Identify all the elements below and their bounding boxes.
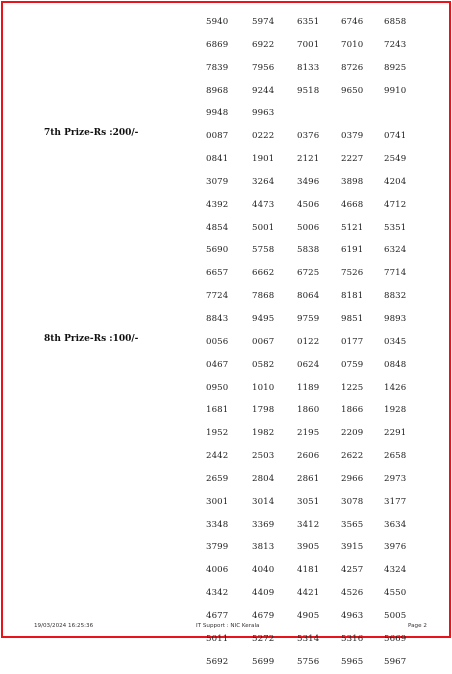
ticket-number: 8181 [341,291,364,302]
ticket-number: 9893 [384,313,407,324]
footer-timestamp: 19/03/2024 16:25:36 [34,623,94,629]
ticket-number: 4854 [206,222,229,233]
ticket-number: 5316 [341,633,364,644]
ticket-number: 4905 [297,610,320,621]
ticket-number: 1982 [252,428,275,439]
ticket-number: 6858 [384,17,407,27]
ticket-number: 4668 [341,199,364,210]
table-row [0,629,452,652]
ticket-number: 3177 [384,496,407,507]
ticket-number: 6869 [206,39,229,50]
ticket-number: 4181 [297,565,320,576]
prize-label: 8th Prize-Rs :100/- [44,333,139,344]
table-row [0,332,452,355]
ticket-number: 9495 [252,313,275,324]
ticket-number: 2121 [297,154,320,165]
ticket-number: 2503 [252,451,275,462]
ticket-number: 3976 [384,542,407,553]
ticket-number: 5940 [206,17,229,27]
ticket-number: 7243 [384,39,407,50]
ticket-number: 1681 [206,405,229,416]
table-row [0,492,452,515]
table-row [0,172,452,195]
ticket-number: 2973 [384,473,407,484]
table-row [0,103,452,126]
ticket-number: 7526 [341,268,364,279]
ticket-number: 3915 [341,542,364,553]
ticket-number: 4421 [297,588,320,599]
ticket-number: 8843 [206,313,229,324]
ticket-number: 3014 [252,496,275,507]
table-row [0,583,452,606]
ticket-number: 1189 [297,382,320,393]
ticket-number: 4006 [206,565,229,576]
ticket-number: 0345 [384,336,407,347]
ticket-number: 5011 [206,633,229,644]
ticket-number: 0848 [384,359,407,370]
ticket-number: 8133 [297,62,320,73]
ticket-number: 9948 [206,108,229,119]
ticket-number: 1928 [384,405,407,416]
ticket-number: 3412 [297,519,320,530]
ticket-number: 3905 [297,542,320,553]
ticket-number: 0379 [341,131,364,142]
ticket-number: 4204 [384,176,407,187]
ticket-number: 5758 [252,245,275,256]
ticket-number: 4526 [341,588,364,599]
ticket-number: 3813 [252,542,275,553]
ticket-number: 7868 [252,291,275,302]
ticket-number: 1798 [252,405,275,416]
ticket-number: 5351 [384,222,407,233]
ticket-number: 8064 [297,291,320,302]
ticket-number: 4040 [252,565,275,576]
ticket-number: 2442 [206,451,229,462]
ticket-number: 9910 [384,85,407,96]
ticket-number: 0056 [206,336,229,347]
ticket-number: 7956 [252,62,275,73]
ticket-number: 5690 [206,245,229,256]
results-table [0,12,452,674]
ticket-number: 8968 [206,85,229,96]
ticket-number: 9963 [252,108,275,119]
ticket-number: 3565 [341,519,364,530]
table-row [0,240,452,263]
ticket-number: 3369 [252,519,275,530]
ticket-number: 0376 [297,131,320,142]
table-row [0,12,452,35]
ticket-number: 2291 [384,428,407,439]
ticket-number: 5838 [297,245,320,256]
ticket-number: 0177 [341,336,364,347]
table-row [0,35,452,58]
ticket-number: 2861 [297,473,320,484]
ticket-number: 5006 [297,222,320,233]
ticket-number: 1901 [252,154,275,165]
table-row [0,355,452,378]
ticket-number: 4257 [341,565,364,576]
ticket-number: 9851 [341,313,364,324]
ticket-number: 4677 [206,610,229,621]
ticket-number: 9244 [252,85,275,96]
ticket-number: 0222 [252,131,275,142]
footer-support: IT Support : NIC Kerala [196,623,260,629]
ticket-number: 5967 [384,656,407,667]
ticket-number: 2659 [206,473,229,484]
ticket-number: 2209 [341,428,364,439]
ticket-number: 3348 [206,519,229,530]
ticket-number: 6657 [206,268,229,279]
table-row [0,378,452,401]
ticket-number: 0067 [252,336,275,347]
ticket-number: 0122 [297,336,320,347]
ticket-number: 5965 [341,656,364,667]
ticket-number: 4324 [384,565,407,576]
ticket-number: 9759 [297,313,320,324]
footer-page-number: Page 2 [408,623,427,629]
table-row [0,515,452,538]
ticket-number: 8726 [341,62,364,73]
ticket-number: 7724 [206,291,229,302]
ticket-number: 3051 [297,496,320,507]
ticket-number: 5974 [252,17,275,27]
table-row [0,423,452,446]
table-row [0,400,452,423]
ticket-number: 0950 [206,382,229,393]
ticket-number: 6324 [384,245,407,256]
ticket-number: 1426 [384,382,407,393]
ticket-number: 2606 [297,451,320,462]
ticket-number: 7714 [384,268,407,279]
ticket-number: 3001 [206,496,229,507]
ticket-number: 3264 [252,176,275,187]
ticket-number: 0582 [252,359,275,370]
ticket-number: 2966 [341,473,364,484]
table-row [0,263,452,286]
table-row [0,537,452,560]
table-row [0,560,452,583]
ticket-number: 9650 [341,85,364,96]
ticket-number: 2622 [341,451,364,462]
ticket-number: 5699 [252,656,275,667]
ticket-number: 6351 [297,17,320,27]
table-row [0,58,452,81]
table-row [0,195,452,218]
ticket-number: 6922 [252,39,275,50]
ticket-number: 5669 [384,633,407,644]
ticket-number: 4342 [206,588,229,599]
ticket-number: 4392 [206,199,229,210]
ticket-number: 8925 [384,62,407,73]
ticket-number: 0087 [206,131,229,142]
ticket-number: 2195 [297,428,320,439]
ticket-number: 1225 [341,382,364,393]
ticket-number: 3634 [384,519,407,530]
table-row [0,446,452,469]
ticket-number: 3496 [297,176,320,187]
ticket-number: 0759 [341,359,364,370]
ticket-number: 5692 [206,656,229,667]
ticket-number: 3078 [341,496,364,507]
table-row [0,286,452,309]
ticket-number: 5314 [297,633,320,644]
ticket-number: 0841 [206,154,229,165]
ticket-number: 0624 [297,359,320,370]
ticket-number: 0467 [206,359,229,370]
ticket-number: 3898 [341,176,364,187]
ticket-number: 6191 [341,245,364,256]
ticket-number: 5005 [384,610,407,621]
ticket-number: 7010 [341,39,364,50]
ticket-number: 4506 [297,199,320,210]
ticket-number: 1952 [206,428,229,439]
ticket-number: 4712 [384,199,407,210]
table-row [0,218,452,241]
ticket-number: 8832 [384,291,407,302]
table-row [0,81,452,104]
ticket-number: 5756 [297,656,320,667]
ticket-number: 4473 [252,199,275,210]
ticket-number: 1010 [252,382,275,393]
ticket-number: 4679 [252,610,275,621]
table-row [0,126,452,149]
ticket-number: 0741 [384,131,407,142]
ticket-number: 9518 [297,85,320,96]
ticket-number: 2549 [384,154,407,165]
ticket-number: 5121 [341,222,364,233]
ticket-number: 6662 [252,268,275,279]
ticket-number: 3079 [206,176,229,187]
table-row [0,652,452,674]
table-row [0,149,452,172]
table-row [0,469,452,492]
prize-label: 7th Prize-Rs :200/- [44,128,139,139]
ticket-number: 2804 [252,473,275,484]
ticket-number: 2227 [341,154,364,165]
ticket-number: 7839 [206,62,229,73]
ticket-number: 2658 [384,451,407,462]
ticket-number: 7001 [297,39,320,50]
ticket-number: 1866 [341,405,364,416]
ticket-number: 6725 [297,268,320,279]
table-row [0,309,452,332]
ticket-number: 1860 [297,405,320,416]
ticket-number: 5272 [252,633,275,644]
ticket-number: 6746 [341,17,364,27]
ticket-number: 4409 [252,588,275,599]
ticket-number: 3799 [206,542,229,553]
ticket-number: 4963 [341,610,364,621]
page-footer [0,619,452,631]
ticket-number: 5001 [252,222,275,233]
ticket-number: 4550 [384,588,407,599]
